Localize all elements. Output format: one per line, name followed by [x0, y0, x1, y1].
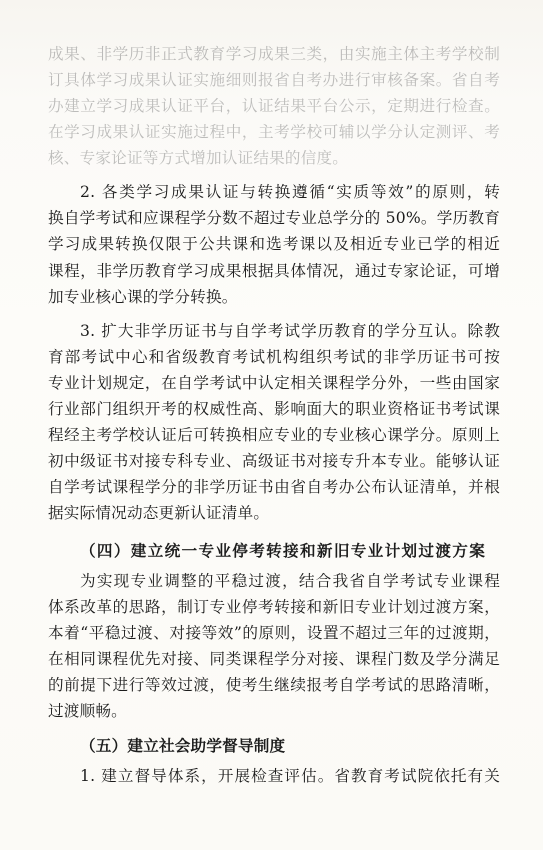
body-line: 在学习成果认证实施过程中，主考学校可辅以学分认定测评、考 — [48, 123, 500, 141]
paragraph-2-line: 加专业核心课的学分转换。 — [48, 288, 238, 306]
paragraph-4-line: 体系改革的思路，制订专业停考转接和新旧专业计划过渡方案， — [48, 598, 500, 616]
paragraph-3-line: 程经主考学校认证后可转换相应专业的专业核心课学分。原则上 — [48, 426, 500, 444]
paragraph-3-line: 育部考试中心和省级教育考试机构组织考试的非学历证书可按 — [48, 348, 500, 366]
paragraph-3-line: 据实际情况动态更新认证清单。 — [48, 504, 270, 522]
section-heading-4: （四）建立统一专业停考转接和新旧专业计划过渡方案 — [80, 541, 485, 560]
body-line: 办建立学习成果认证平台，认证结果平台公示，定期进行检查。 — [48, 97, 500, 115]
paragraph-3-line: 行业部门组织开考的权威性高、影响面大的职业资格证书考试课 — [48, 400, 500, 418]
paragraph-5-line: 1. 建立督导体系，开展检查评估。省教育考试院依托有关 — [80, 767, 500, 785]
paragraph-2-line: 2. 各类学习成果认证与转换遵循“实质等效”的原则，转 — [80, 183, 500, 201]
paragraph-3-line: 初中级证书对接专科专业、高级证书对接专升本专业。能够认证 — [48, 452, 500, 470]
paragraph-4-line: 在相同课程优先对接、同类课程学分对接、课程门数及学分满足 — [48, 650, 500, 668]
paragraph-2-line: 学习成果转换仅限于公共课和选考课以及相近专业已学的相近 — [48, 235, 500, 253]
paragraph-4-line: 本着“平稳过渡、对接等效”的原则，设置不超过三年的过渡期， — [48, 624, 500, 642]
body-line: 订具体学习成果认证实施细则报省自考办进行审核备案。省自考 — [48, 71, 500, 89]
body-line: 成果、非学历非正式教育学习成果三类，由实施主体主考学校制 — [48, 45, 500, 63]
paragraph-4-line: 为实现专业调整的平稳过渡，结合我省自学考试专业课程 — [80, 572, 500, 590]
paragraph-4-line: 过渡顺畅。 — [48, 702, 127, 720]
paragraph-2-line: 换自学考试和应课程学分数不超过专业总学分的 50%。学历教育 — [48, 209, 500, 227]
paragraph-2-line: 课程，非学历教育学习成果根据具体情况，通过专家论证，可增 — [48, 262, 500, 280]
body-line: 核、专家论证等方式增加认证结果的信度。 — [48, 149, 349, 167]
paragraph-4-line: 的前提下进行等效过渡，使考生继续报考自学考试的思路清晰， — [48, 676, 500, 694]
paragraph-3-line: 自学考试课程学分的非学历证书由省自考办公布认证清单，并根 — [48, 478, 500, 496]
paragraph-3-line: 3. 扩大非学历证书与自学考试学历教育的学分互认。除教 — [80, 322, 500, 340]
paragraph-3-line: 专业计划规定，在自学考试中认定相关课程学分外，一些由国家 — [48, 374, 500, 392]
section-heading-5: （五）建立社会助学督导制度 — [80, 736, 286, 755]
